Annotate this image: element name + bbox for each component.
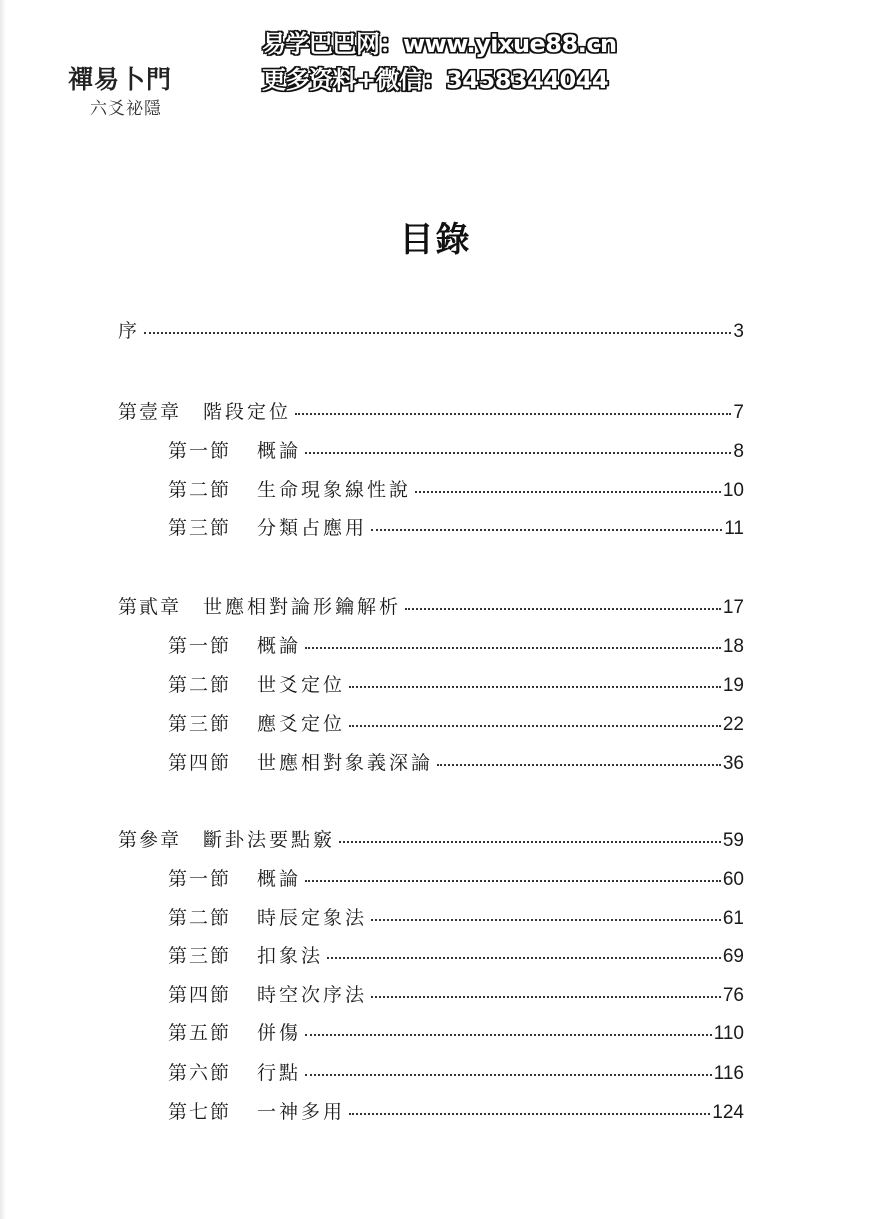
toc-entry-section [168,941,744,969]
toc-entry-title: 世應相對象義深論 [257,752,434,774]
section-number: 第一節 [168,868,232,890]
toc-page-number: 124 [712,1102,744,1123]
section-number: 第二節 [168,674,232,696]
section-number: 第五節 [168,1022,232,1044]
dot-leader [305,1074,712,1076]
toc-entry-chapter-3 [118,825,744,853]
toc-entry-title: 扣象法 [257,945,324,967]
toc-entry-title: 概論 [257,635,302,657]
toc-entry-preface [118,316,744,344]
section-number: 第二節 [168,907,232,929]
dot-leader [349,725,721,727]
dot-leader [349,1113,710,1115]
toc-entry-section [168,475,744,503]
toc-entry-section [168,903,744,931]
toc-entry-title: 序 [118,320,141,342]
toc-entry-title: 世爻定位 [257,674,346,696]
dot-leader [305,1034,712,1036]
toc-entry-title: 時辰定象法 [257,907,368,929]
dot-leader [371,996,721,998]
dot-leader [327,957,721,959]
toc-entry-title: 生命現象線性說 [257,479,412,501]
dot-leader [305,647,721,649]
toc-page-number: 22 [722,714,744,735]
dot-leader [415,491,721,493]
brand-subtitle: 六爻祕隱 [90,99,162,119]
watermark-line-2: 更多资料+微信：3458344044 [262,66,609,94]
toc-page-number: 116 [713,1063,744,1084]
toc-entry-title: 世應相對論形鑰解析 [203,596,402,618]
toc-entry-title: 概論 [257,440,302,462]
toc-page-number: 69 [722,946,744,967]
dot-leader [349,686,721,688]
toc-entry-chapter-1 [118,397,744,425]
toc-page-number: 8 [733,441,744,462]
toc-entry-section [168,1058,744,1086]
toc-entry-section [168,864,744,892]
page-title: 目錄 [399,220,472,260]
toc-entry-section [168,631,744,659]
toc-page-number: 17 [722,597,744,618]
toc-page-number: 36 [722,753,744,774]
section-number: 第一節 [168,440,232,462]
dot-leader [405,608,721,610]
toc-page-number: 61 [722,908,744,929]
section-number: 第一節 [168,635,232,657]
toc-page-number: 7 [733,402,744,423]
dot-leader [305,880,721,882]
toc-entry-title: 應爻定位 [257,713,346,735]
toc-page-number: 60 [722,869,744,890]
toc-entry-section [168,1097,744,1125]
dot-leader [371,529,722,531]
toc-page-number: 18 [722,636,744,657]
toc-entry-section [168,436,744,464]
dot-leader [144,332,731,334]
toc-entry-chapter-2 [118,592,744,620]
toc-page-number: 110 [713,1023,744,1044]
section-number: 第四節 [168,984,232,1006]
dot-leader [295,413,731,415]
toc-entry-title: 概論 [257,868,302,890]
toc-entry-section [168,1018,744,1046]
dot-leader [339,841,721,843]
section-number: 第七節 [168,1101,232,1123]
dot-leader [371,919,721,921]
toc-entry-section [168,670,744,698]
chapter-number: 第壹章 [118,401,182,423]
toc-page-number: 76 [722,985,744,1006]
chapter-number: 第貳章 [118,596,182,618]
toc-page-number: 59 [722,830,744,851]
section-number: 第四節 [168,752,232,774]
toc-entry-title: 行點 [257,1062,302,1084]
section-number: 第三節 [168,945,232,967]
toc-page-number: 11 [724,518,744,539]
toc-page-number: 10 [722,480,744,501]
section-number: 第三節 [168,713,232,735]
toc-entry-section [168,709,744,737]
toc-entry-title: 分類占應用 [257,517,368,539]
section-number: 第三節 [168,517,232,539]
dot-leader [305,452,731,454]
toc-entry-section [168,513,744,541]
toc-page-number: 3 [733,321,744,342]
section-number: 第二節 [168,479,232,501]
toc-entry-section [168,980,744,1008]
watermark-line-1: 易学巴巴网：www.yixue88.cn [262,30,617,58]
toc-entry-title: 一神多用 [257,1101,346,1123]
brand-title: 禪易卜門 [68,65,173,94]
dot-leader [437,764,721,766]
toc-entry-title: 時空次序法 [257,984,368,1006]
toc-entry-title: 併傷 [257,1022,302,1044]
toc-entry-section [168,748,744,776]
toc-entry-title: 階段定位 [203,401,292,423]
section-number: 第六節 [168,1062,232,1084]
chapter-number: 第參章 [118,829,182,851]
toc-page-number: 19 [722,675,744,696]
toc-entry-title: 斷卦法要點竅 [203,829,336,851]
